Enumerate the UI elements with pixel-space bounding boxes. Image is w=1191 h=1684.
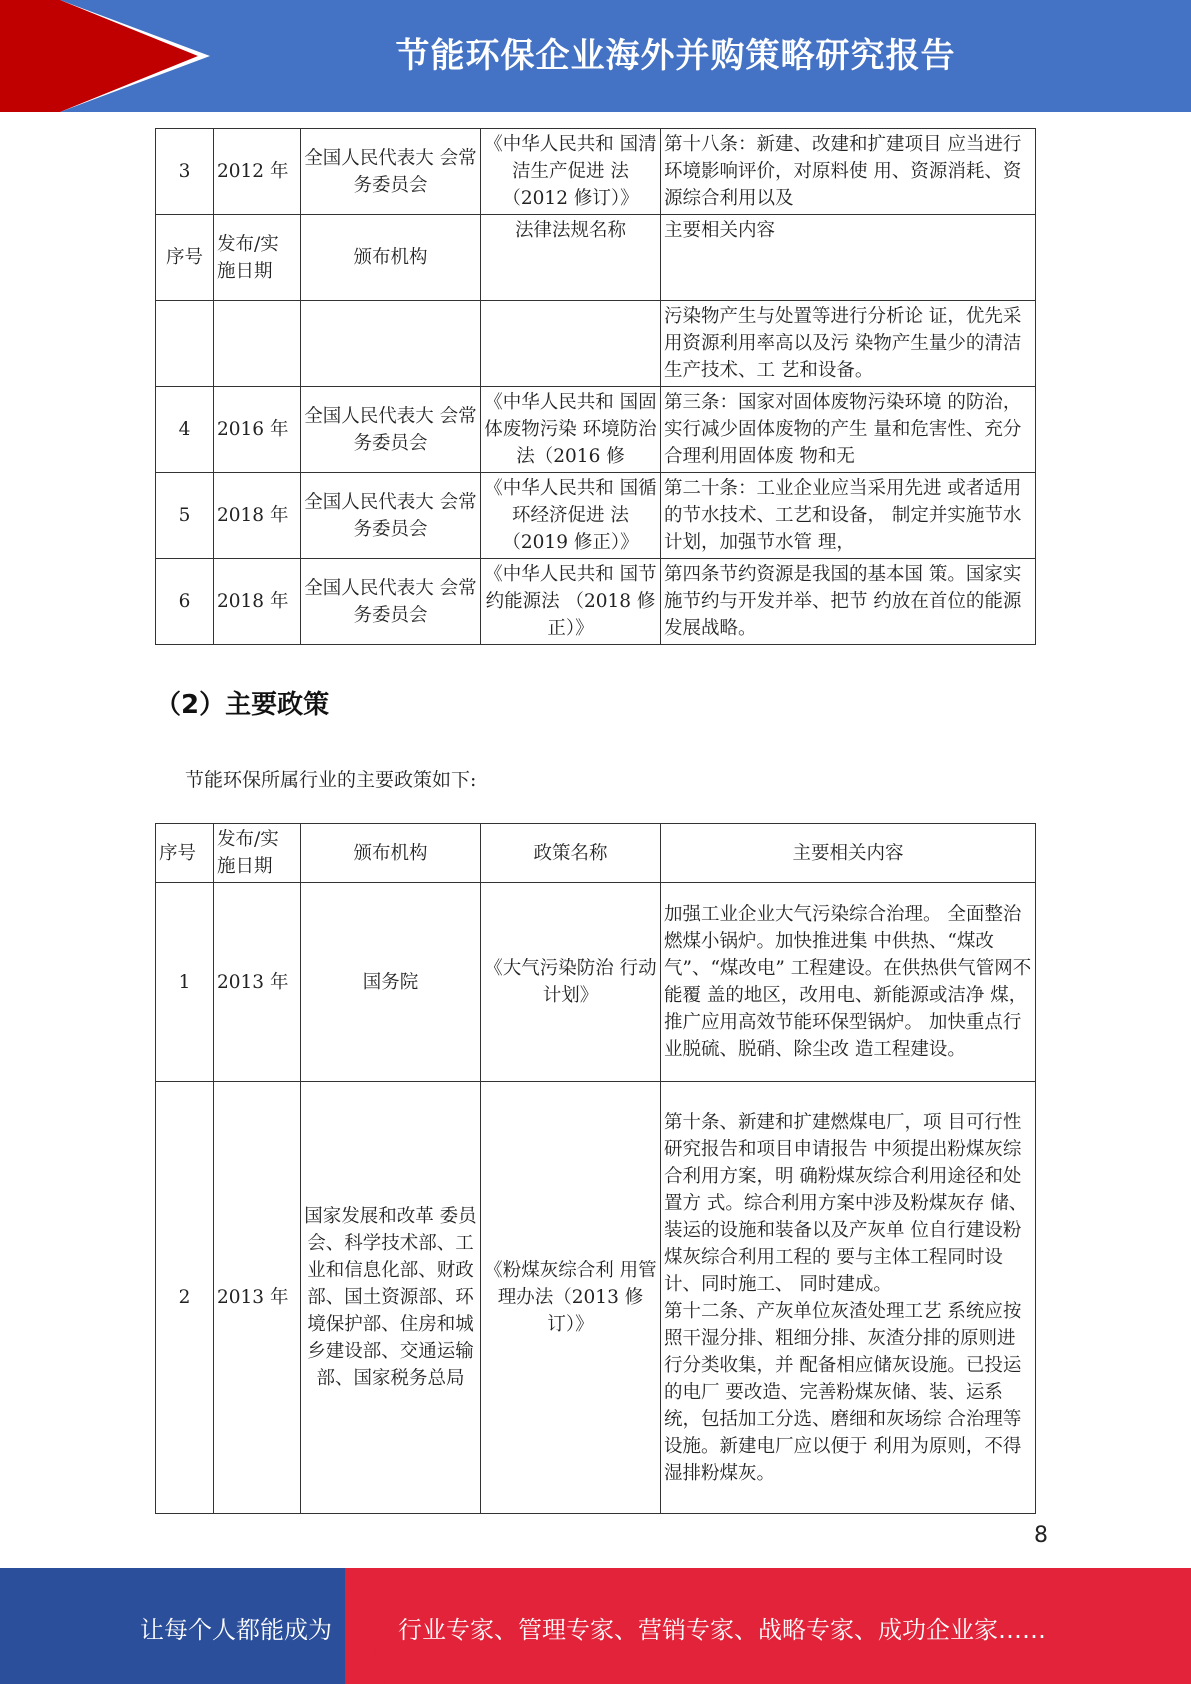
- header-name: 政策名称: [481, 824, 661, 883]
- footer-diagonal: [345, 1568, 385, 1684]
- cell-content: 第三条：国家对固体废物污染环境 的防治，实行减少固体废物的产生 量和危害性、充分合理利用固体废 物和无: [661, 387, 1036, 473]
- cell-content: 第四条节约资源是我国的基本国 策。国家实施节约与开发并举、把节 约放在首位的能源发展战略。: [661, 559, 1036, 645]
- table-row: [156, 387, 1036, 473]
- cell-no: 2: [156, 1082, 214, 1514]
- table-row: [156, 1082, 1036, 1514]
- cell-date: 2013 年: [214, 1082, 301, 1514]
- table-header-row: [156, 824, 1036, 883]
- table-row: [156, 473, 1036, 559]
- intro-paragraph: 节能环保所属行业的主要政策如下:: [185, 769, 477, 791]
- header-name: 法律法规名称: [481, 215, 661, 301]
- content-paragraph: 第十条、新建和扩建燃煤电厂，项 目可行性研究报告和项目申请报告 中须提出粉煤灰综合利用方案，明 确粉煤灰综合利用途径和处置方 式。综合利用方案中涉及粉煤灰存 储、装运的设施和装备以及产灰单 位自行建设粉煤灰综合利用工程的 要与主体工程同时设计、同时施工、 同时建成。: [664, 1111, 1028, 1295]
- content-paragraph: 第十二条、产灰单位灰渣处理工艺 系统应按照干湿分排、粗细分排、灰渣分排的原则进行分类收集，并 配备相应储灰设施。已投运的电厂 要改造、完善粉煤灰储、装、运系 统，包括加工分选、磨细和灰场综 合治理等设施。新建电厂应以便于 利用为原则，不得湿排粉煤灰。: [664, 1300, 1022, 1484]
- cell-name: 《中华人民共和 国节约能源法 （2018 修正）》: [481, 559, 661, 645]
- cell-content: [661, 1082, 1036, 1514]
- cell-no: 5: [156, 473, 214, 559]
- cell-org: 全国人民代表大 会常务委员会: [301, 473, 481, 559]
- table-header-row: [156, 215, 1036, 301]
- header-red-block: [0, 0, 60, 112]
- laws-table: [155, 128, 1036, 645]
- header-content: 主要相关内容: [661, 215, 1036, 301]
- cell-content: 第二十条：工业企业应当采用先进 或者适用的节水技术、工艺和设备， 制定并实施节水计划，加强节水管 理，: [661, 473, 1036, 559]
- table-row: [156, 301, 1036, 387]
- header-date: 发布/实施日期: [214, 215, 301, 301]
- header-org: 颁布机构: [301, 824, 481, 883]
- header-no: 序号: [156, 215, 214, 301]
- header-content: 主要相关内容: [661, 824, 1036, 883]
- cell-content: 污染物产生与处置等进行分析论 证，优先采用资源利用率高以及污 染物产生量少的清洁生产技术、工 艺和设备。: [661, 301, 1036, 387]
- cell-org: 全国人民代表大 会常务委员会: [301, 129, 481, 215]
- cell-org: 国务院: [301, 883, 481, 1082]
- cell-date: 2016 年: [214, 387, 301, 473]
- footer-slogan-right: 行业专家、管理专家、营销专家、战略专家、成功企业家……: [398, 1616, 1046, 1644]
- cell-date: [214, 301, 301, 387]
- cell-date: 2018 年: [214, 559, 301, 645]
- cell-name: 《粉煤灰综合利 用管理办法（2013 修订）》: [481, 1082, 661, 1514]
- cell-date: 2012 年: [214, 129, 301, 215]
- table-row: [156, 559, 1036, 645]
- cell-no: 4: [156, 387, 214, 473]
- cell-date: 2018 年: [214, 473, 301, 559]
- cell-org: 全国人民代表大 会常务委员会: [301, 387, 481, 473]
- page-header: [0, 0, 1191, 112]
- page-number: 8: [1034, 1523, 1048, 1548]
- table-row: [156, 883, 1036, 1082]
- cell-no: 1: [156, 883, 214, 1082]
- cell-org: 国家发展和改革 委员会、科学技术部、工业和信息化部、财政部、国土资源部、环境保护部、住房和城乡建设部、交通运输部、国家税务总局: [301, 1082, 481, 1514]
- header-date: 发布/实施日期: [214, 824, 301, 883]
- cell-org: 全国人民代表大 会常务委员会: [301, 559, 481, 645]
- cell-name: 《大气污染防治 行动计划》: [481, 883, 661, 1082]
- cell-date: 2013 年: [214, 883, 301, 1082]
- footer-slogan-left: 让每个人都能成为: [140, 1616, 332, 1644]
- cell-name: 《中华人民共和 国固体废物污染 环境防治法（2016 修: [481, 387, 661, 473]
- cell-name: 《中华人民共和 国清洁生产促进 法（2012 修订）》: [481, 129, 661, 215]
- cell-org: [301, 301, 481, 387]
- table-row: [156, 129, 1036, 215]
- cell-no: 3: [156, 129, 214, 215]
- report-title: 节能环保企业海外并购策略研究报告: [395, 36, 956, 76]
- header-no: 序号: [156, 824, 214, 883]
- cell-name: [481, 301, 661, 387]
- cell-name: 《中华人民共和 国循环经济促进 法（2019 修正）》: [481, 473, 661, 559]
- section-heading: （2）主要政策: [155, 690, 330, 720]
- cell-no: [156, 301, 214, 387]
- page-footer: [0, 1568, 1191, 1684]
- header-org: 颁布机构: [301, 215, 481, 301]
- policies-table: [155, 823, 1036, 1514]
- cell-content: 第十八条：新建、改建和扩建项目 应当进行环境影响评价，对原料使 用、资源消耗、资源综合利用以及: [661, 129, 1036, 215]
- cell-no: 6: [156, 559, 214, 645]
- cell-content: 加强工业企业大气污染综合治理。 全面整治燃煤小锅炉。加快推进集 中供热、“煤改气”、“煤改电” 工程建设。在供热供气管网不能覆 盖的地区，改用电、新能源或洁净 煤，推广应用高效节能环保型锅炉。 加快重点行业脱硫、脱硝、除尘改 造工程建设。: [661, 883, 1036, 1082]
